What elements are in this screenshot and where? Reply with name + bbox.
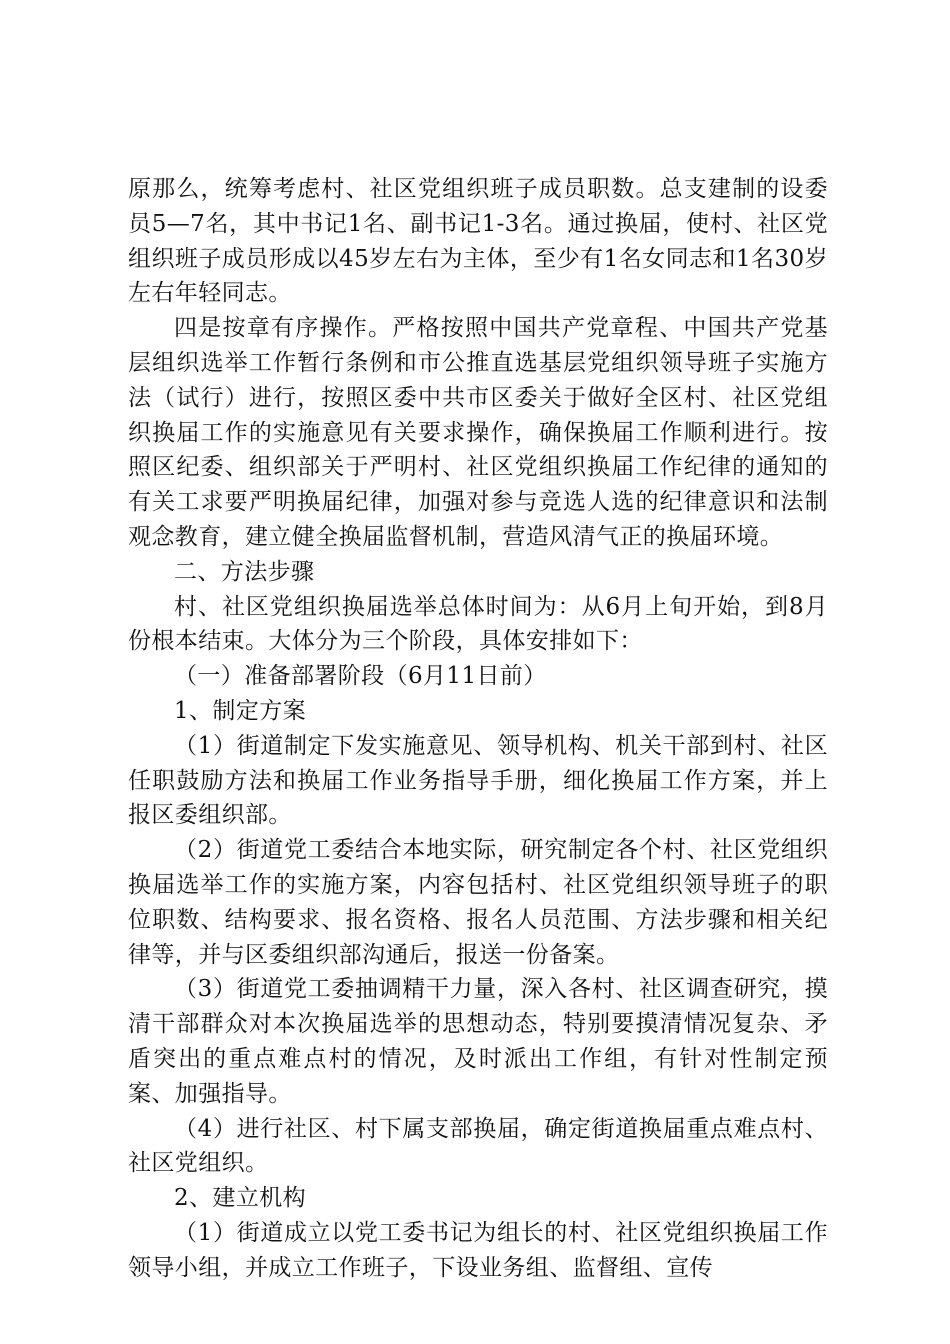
paragraph-timeline: 村、社区党组织换届选举总体时间为：从6月上旬开始，到8月份根本结束。大体分为三个阶段，具体安排如下：	[128, 593, 828, 655]
paragraph-continuation: 原那么，统筹考虑村、社区党组织班子成员职数。总支建制的设委员5—7名，其中书记1名、副书记1-3名。通过换届，使村、社区党组织班子成员形成以45岁左右为主体，至少有1名女同志和1名30岁左右年轻同志。	[128, 176, 828, 307]
paragraph-step-3: （3）街道党工委抽调精干力量，深入各村、社区调查研究，摸清干部群众对本次换届选举的思想动态，特别要摸清情况复杂、矛盾突出的重点难点村的情况，及时派出工作组，有针对性制定预案、加强指导。	[128, 976, 828, 1107]
paragraph-step-1: （1）街道制定下发实施意见、领导机构、机关干部到村、社区任职鼓励方法和换届工作业务指导手册，细化换届工作方案，并上报区委组织部。	[128, 732, 828, 829]
section-heading-methods: 二、方法步骤	[174, 558, 315, 585]
paragraph-step-2: （2）街道党工委结合本地实际，研究制定各个村、社区党组织换届选举工作的实施方案，内容包括村、社区党组织领导班子的职位职数、结构要求、报名资格、报名人员范围、方法步骤和相关纪律等，并与区委组织部沟通后，报送一份备案。	[128, 837, 828, 968]
subsection-heading-preparation: （一）准备部署阶段（6月11日前）	[174, 663, 547, 690]
document-body	[128, 172, 828, 1286]
paragraph-step-4: （4）进行社区、村下属支部换届，确定街道换届重点难点村、社区党组织。	[128, 1115, 828, 1177]
subheading-establish-organization: 2、建立机构	[174, 1185, 307, 1212]
subheading-make-plan: 1、制定方案	[174, 697, 307, 724]
paragraph-org-step-1: （1）街道成立以党工委书记为组长的村、社区党组织换届工作领导小组，并成立工作班子，下设业务组、监督组、宣传	[128, 1219, 828, 1281]
paragraph-item-four: 四是按章有序操作。严格按照中国共产党章程、中国共产党基层组织选举工作暂行条例和市公推直选基层党组织领导班子实施方法（试行）进行，按照区委中共市区委关于做好全区村、社区党组织换届工作的实施意见有关要求操作，确保换届工作顺利进行。按照区纪委、组织部关于严明村、社区党组织换届工作纪律的通知的有关工求要严明换届纪律，加强对参与竞选人选的纪律意识和法制观念教育，建立健全换届监督机制，营造风清气正的换届环境。	[128, 315, 828, 550]
